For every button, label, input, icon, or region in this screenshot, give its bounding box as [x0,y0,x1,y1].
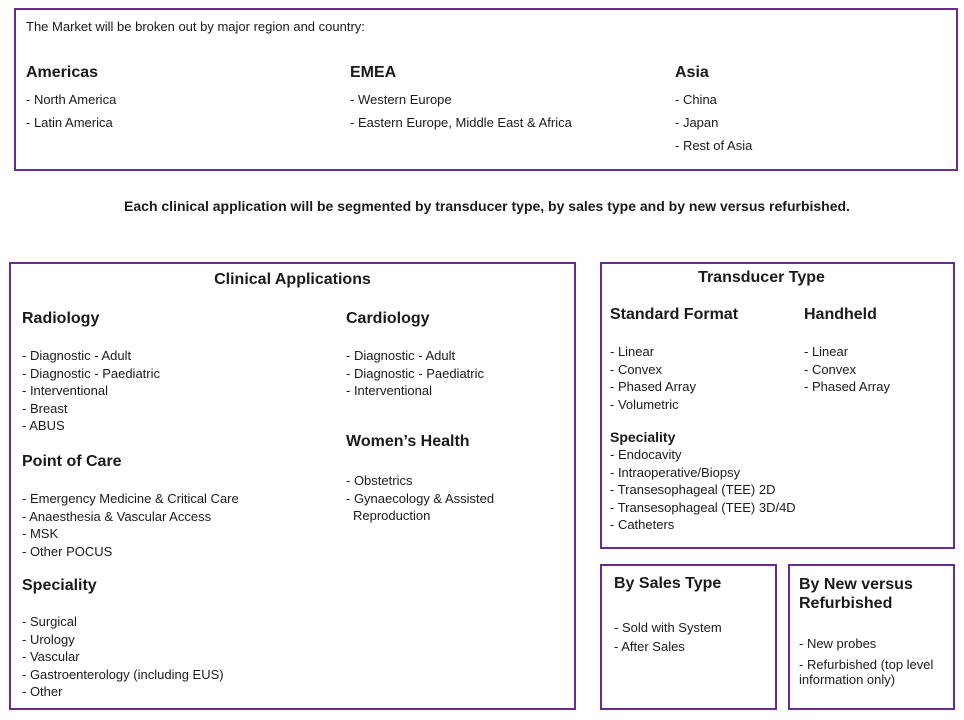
list-item: - Sold with System [614,620,722,635]
womens-health-list [346,472,494,525]
list-item: - New probes [799,636,877,651]
region-asia-title: Asia [675,64,709,81]
list-item: - North America [26,92,117,107]
list-item: - Phased Array [610,379,696,394]
clinical-speciality-title: Speciality [22,577,97,594]
region-americas-list [26,88,116,134]
list-item: - Transesophageal (TEE) 2D [610,482,776,497]
list-item: - Intraoperative/Biopsy [610,464,741,480]
list-item: - ABUS [22,418,65,433]
list-item: - Transesophageal (TEE) 3D/4D [610,499,796,515]
list-item: - After Sales [614,639,685,654]
list-item: - Japan [675,115,719,130]
region-americas-title: Americas [26,64,99,81]
list-item: - Volumetric [610,396,679,412]
list-item: - Breast [22,400,68,416]
list-item: - Linear [610,344,655,359]
handheld-title: Handheld [804,306,877,323]
transducer-title: Transducer Type [698,269,825,286]
list-item: - Phased Array [804,379,890,394]
list-item: - MSK [22,526,59,541]
list-item: - Catheters [610,517,675,532]
transducer-speciality-title: Speciality [610,429,676,445]
list-item: - Refurbished (top level [799,657,934,672]
sales-type-title: By Sales Type [614,575,722,592]
list-item: - Diagnostic - Paediatric [346,365,484,381]
list-item: - Latin America [26,115,113,130]
list-item: - Convex [610,361,663,377]
sales-type-list [614,618,722,656]
list-item: Reproduction [353,508,431,523]
standard-format-title: Standard Format [610,306,739,323]
clinical-speciality-list [22,613,224,701]
list-item: - Surgical [22,614,77,629]
radiology-list [22,347,160,435]
list-item: - Western Europe [350,92,452,107]
new-refurb-title-line1: By New versus [799,576,913,593]
list-item: - Emergency Medicine & Critical Care [22,491,239,506]
clinical-title: Clinical Applications [214,271,371,288]
region-intro: The Market will be broken out by major region and country: [26,19,365,34]
cardiology-list [346,347,484,400]
point-of-care-list [22,490,239,560]
transducer-speciality-list [610,446,796,534]
region-asia-list [675,88,752,157]
radiology-title: Radiology [22,310,100,327]
list-item: - Rest of Asia [675,138,753,153]
new-refurb-title [799,575,913,613]
womens-health-title: Women’s Health [346,433,470,450]
handheld-list [804,343,890,396]
new-refurb-list [799,636,933,687]
list-item: - Interventional [22,383,108,398]
list-item: - Gynaecology & Assisted [346,490,495,506]
list-item: - Urology [22,631,75,647]
list-item: - Endocavity [610,447,682,462]
list-item: - Vascular [22,649,80,664]
list-item: - Linear [804,344,849,359]
list-item: - Other [22,684,63,699]
list-item: - Interventional [346,383,432,398]
list-item: - China [675,92,717,107]
segmentation-note: Each clinical application will be segmented by transducer type, by sales type and by new versus refurbished. [124,198,850,214]
cardiology-title: Cardiology [346,310,430,327]
list-item: - Other POCUS [22,543,113,559]
new-refurb-title-line2: Refurbished [799,595,893,612]
list-item: - Convex [804,361,857,377]
list-item: - Gastroenterology (including EUS) [22,666,224,682]
point-of-care-title: Point of Care [22,453,122,470]
list-item: - Anaesthesia & Vascular Access [22,508,212,524]
list-item: - Diagnostic - Paediatric [22,365,160,381]
list-item: - Diagnostic - Adult [22,348,132,363]
list-item: - Diagnostic - Adult [346,348,456,363]
region-emea-title: EMEA [350,64,397,81]
standard-format-list [610,343,696,413]
list-item: - Obstetrics [346,473,413,488]
list-item: information only) [799,672,896,687]
region-emea-list [350,88,572,134]
list-item: - Eastern Europe, Middle East & Africa [350,115,572,130]
